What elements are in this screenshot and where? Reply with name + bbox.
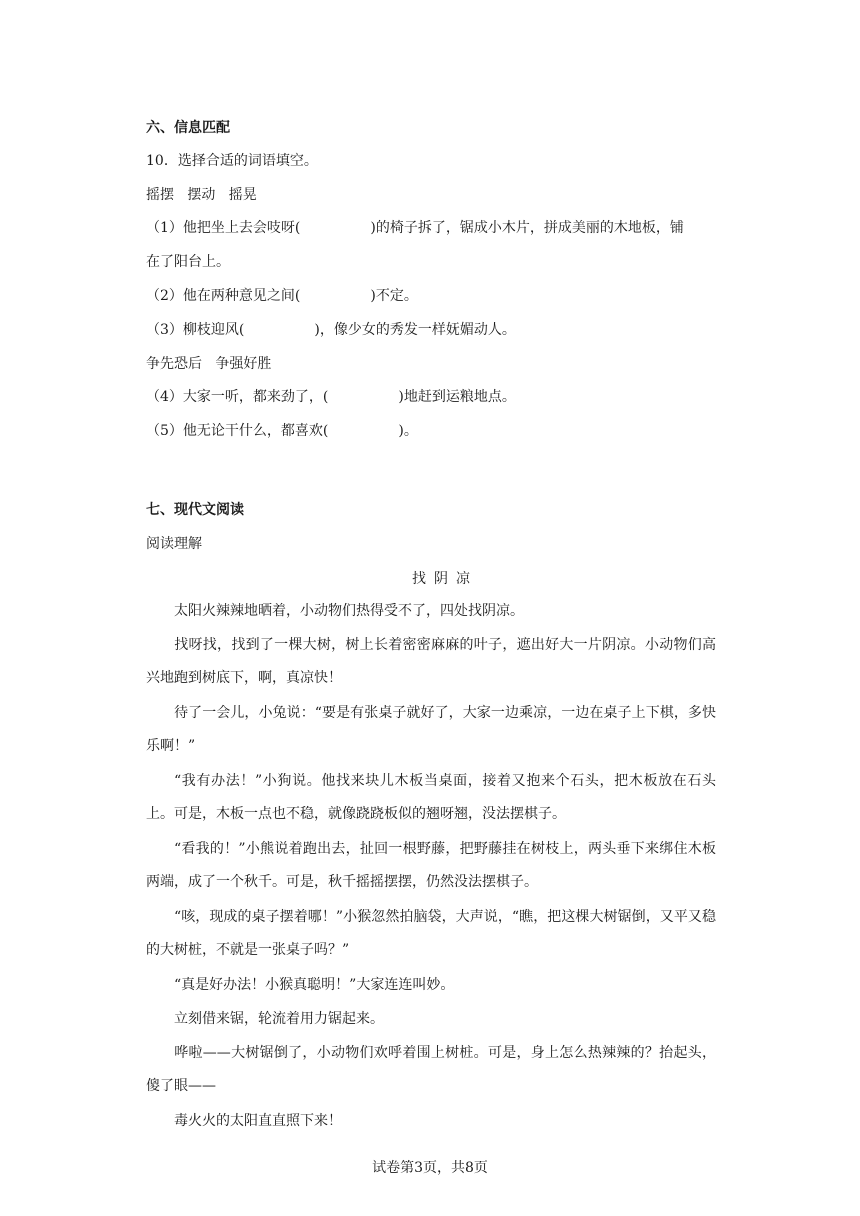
passage-paragraph: “咳，现成的桌子摆着哪！”小猴忽然拍脑袋，大声说，“瞧，把这棵大树锯倒，又平又稳的大树桩，不就是一张桌子吗？” [146, 909, 716, 958]
page-footer: 试卷第3页，共8页 [372, 1160, 488, 1176]
passage-paragraph: 待了一会儿，小兔说：“要是有张桌子就好了，大家一边乘凉，一边在桌子上下棋，多快乐啊！” [146, 705, 716, 754]
passage-paragraph: 找呀找，找到了一棵大树，树上长着密密麻麻的叶子，遮出好大一片阴凉。小动物们高兴地跑到树底下，啊，真凉快！ [146, 637, 716, 686]
word-options-2: 争先恐后 争强好胜 [146, 356, 272, 372]
passage-paragraph: “我有办法！”小狗说。他找来块儿木板当桌面，接着又抱来个石头，把木板放在石头上。可是，木板一点也不稳，就像跷跷板似的翘呀翘，没法摆棋子。 [146, 773, 716, 822]
fill-item-4: （4）大家一听，都来劲了，( )地赶到运粮地点。 [146, 389, 516, 405]
word-options-1: 摇摆 摆动 摇晃 [146, 187, 257, 203]
passage-title: 找阴凉 [412, 571, 478, 587]
passage-paragraph: 太阳火辣辣地晒着，小动物们热得受不了，四处找阴凉。 [174, 603, 524, 619]
fill-item-5: （5）他无论干什么，都喜欢( )。 [146, 423, 418, 439]
passage-paragraph: “真是好办法！小猴真聪明！”大家连连叫妙。 [174, 977, 455, 993]
fill-item-1-cont: 在了阳台上。 [146, 254, 230, 270]
passage-paragraph: 哗啦——大树锯倒了，小动物们欢呼着围上树桩。可是，身上怎么热辣辣的？抬起头，傻了眼—— [146, 1045, 716, 1094]
section-heading-reading: 七、现代文阅读 [146, 502, 244, 518]
reading-subheading: 阅读理解 [146, 536, 202, 552]
fill-item-3: （3）柳枝迎风( )，像少女的秀发一样妩媚动人。 [146, 322, 516, 338]
passage-paragraph: 立刻借来锯，轮流着用力锯起来。 [174, 1011, 384, 1027]
question-10: 10．选择合适的词语填空。 [146, 153, 318, 169]
fill-item-2: （2）他在两种意见之间( )不定。 [146, 288, 418, 304]
passage-paragraph: “看我的！”小熊说着跑出去，扯回一根野藤，把野藤挂在树枝上，两头垂下来绑住木板两端，成了一个秋千。可是，秋千摇摇摆摆，仍然没法摆棋子。 [146, 841, 716, 890]
section-heading-info-match: 六、信息匹配 [146, 120, 230, 136]
fill-item-1: （1）他把坐上去会吱呀( )的椅子拆了，锯成小木片，拼成美丽的木地板，铺 [146, 220, 684, 236]
passage-paragraph: 毒火火的太阳直直照下来！ [174, 1113, 342, 1129]
